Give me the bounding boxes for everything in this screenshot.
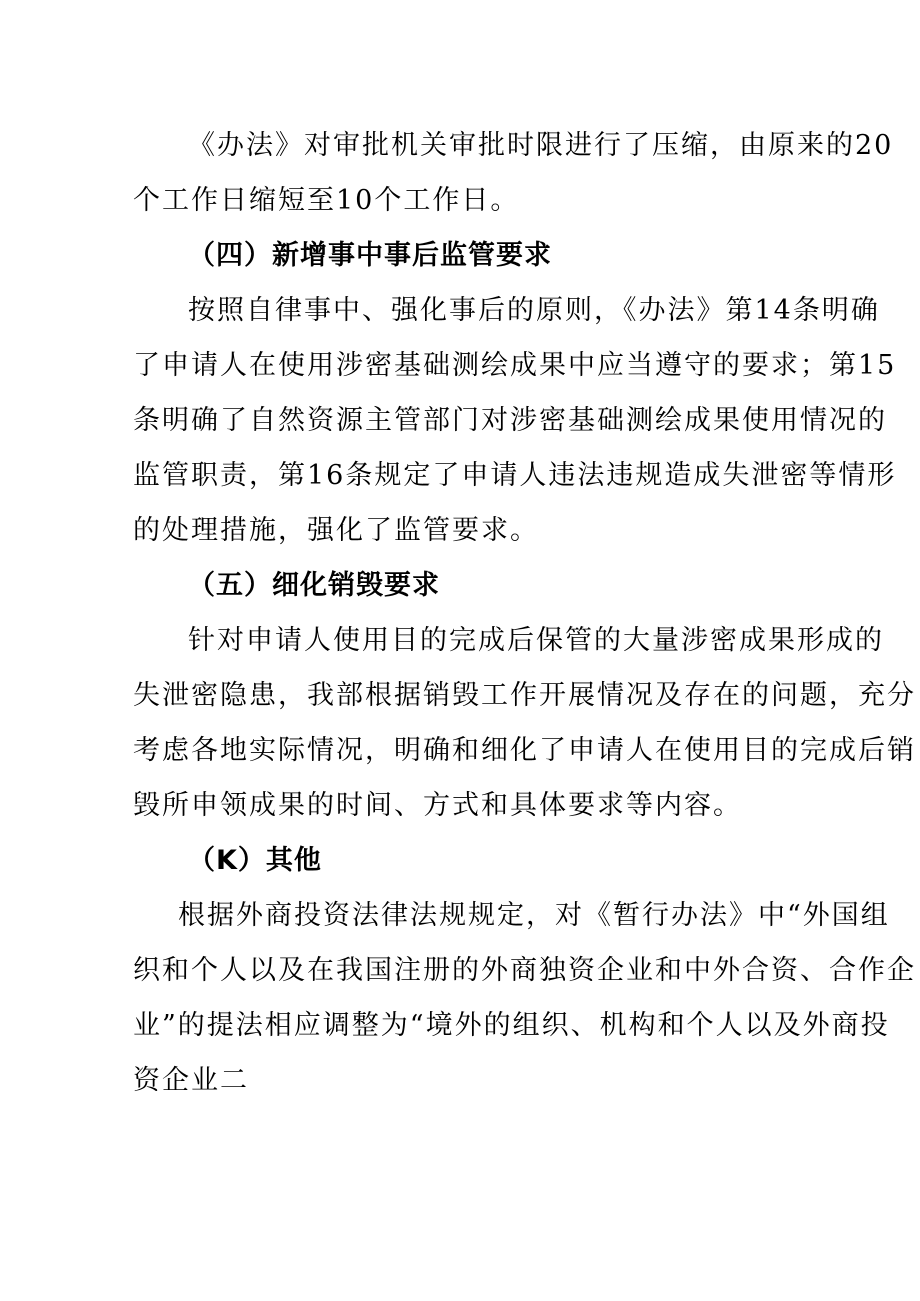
paragraph-line: 监管职责，第16条规定了申请人违法违规造成失泄密等情形	[133, 460, 897, 491]
paragraph-line: 失泄密隐患，我部根据销毁工作开展情况及存在的问题，充分	[133, 680, 916, 711]
paragraph-line: 个工作日缩短至10个工作日。	[133, 185, 520, 216]
paragraph-line: 根据外商投资法律法规规定，对《暂行办法》中“外国组	[178, 900, 890, 931]
paragraph-line: 按照自律事中、强化事后的原则，《办法》第14条明确	[188, 295, 880, 326]
paragraph-line: 业”的提法相应调整为“境外的组织、机构和个人以及外商投	[133, 1010, 890, 1041]
paragraph-line: 考虑各地实际情况，明确和细化了申请人在使用目的完成后销	[133, 735, 916, 766]
paragraph-line: 织和个人以及在我国注册的外商独资企业和中外合资、合作企	[133, 955, 916, 986]
section-heading-six: （K）其他	[188, 845, 322, 876]
paragraph-line: 的处理措施，强化了监管要求。	[133, 515, 539, 546]
section-heading-four: （四）新增事中事后监管要求	[188, 240, 552, 271]
paragraph-line: 资企业二	[133, 1065, 249, 1096]
paragraph-line: 《办法》对审批机关审批时限进行了压缩，由原来的20	[188, 130, 894, 161]
paragraph-line: 了申请人在使用涉密基础测绘成果中应当遵守的要求；第15	[133, 350, 897, 381]
paragraph-line: 针对申请人使用目的完成后保管的大量涉密成果形成的	[188, 625, 884, 656]
paragraph-line: 毁所申领成果的时间、方式和具体要求等内容。	[133, 790, 742, 821]
section-heading-five: （五）细化销毁要求	[188, 570, 440, 601]
paragraph-line: 条明确了自然资源主管部门对涉密基础测绘成果使用情况的	[133, 405, 887, 436]
